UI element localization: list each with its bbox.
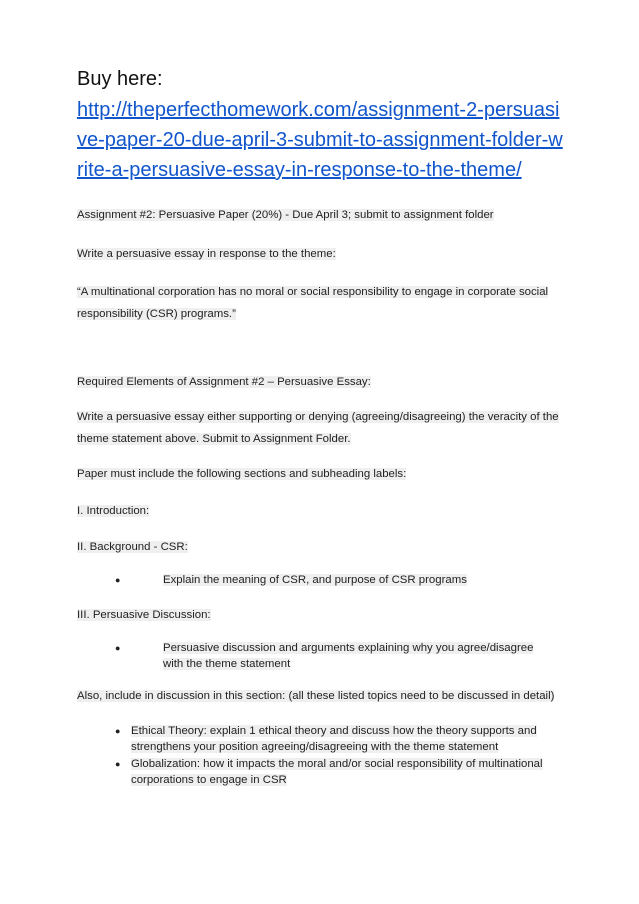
prompt-text: Write a persuasive essay in response to the theme: (77, 248, 336, 260)
theme-quote-text: “A multinational corporation has no moral or social responsibility to engage in corporate social responsibility (CSR) programs.” (77, 286, 549, 320)
list-item-text-wrap (163, 572, 555, 588)
assignment-title (77, 204, 494, 226)
list-item-text: Globalization: how it impacts the moral and/or social responsibility of multinational corporations to engage in CSR (131, 758, 543, 786)
assignment-title-text: Assignment #2: Persuasive Paper (20%) - Due April 3; submit to assignment folder (77, 209, 494, 221)
list-item (115, 640, 555, 672)
required-elements-text: Required Elements of Assignment #2 – Persuasive Essay: (77, 376, 371, 388)
list-item (115, 572, 555, 588)
buy-here-label: Buy here: (77, 68, 163, 90)
list-item-text-wrap (163, 640, 555, 672)
list-item (115, 756, 555, 788)
also-include-text: Also, include in discussion in this section: (all these listed topics need to be discussed in detail) (77, 690, 555, 702)
theme-quote (77, 281, 557, 325)
list-item-text-wrap (131, 756, 555, 788)
list-item (115, 723, 555, 755)
list-item-text-wrap (131, 723, 555, 755)
section-persuasive-discussion (77, 604, 211, 626)
sections-note-text: Paper must include the following sections and subheading labels: (77, 468, 407, 480)
bullet-icon: ● (115, 726, 121, 736)
buy-link[interactable]: http://theperfecthomework.com/assignment-2-persuasive-paper-20-due-april-3-submit-to-assignment-folder-write-a-persuasive-essay-in-response-to-the-theme/ (77, 99, 563, 181)
list-item-text: Ethical Theory: explain 1 ethical theory and discuss how the theory supports and strengthens your position agreeing/disagreeing with the theme statement (131, 725, 537, 753)
sections-note (77, 463, 406, 485)
instructions-text: Write a persuasive essay either supporting or denying (agreeing/disagreeing) the veracity of the theme statement above. Submit to Assignment Folder. (77, 411, 559, 445)
prompt-line (77, 243, 336, 265)
instructions-paragraph (77, 406, 567, 450)
list-item-text: Explain the meaning of CSR, and purpose of CSR programs (163, 574, 467, 586)
section-persuasive-text: III. Persuasive Discussion: (77, 609, 211, 621)
bullet-icon: ● (115, 759, 121, 769)
section-introduction-text: I. Introduction: (77, 505, 150, 517)
list-item-text: Persuasive discussion and arguments explaining why you agree/disagree with the theme statement (163, 642, 534, 670)
also-include-note (77, 685, 567, 707)
section-introduction (77, 500, 149, 522)
bullet-icon: ● (115, 575, 121, 585)
bullet-icon: ● (115, 643, 121, 653)
section-background-text: II. Background - CSR: (77, 541, 188, 553)
required-elements-heading (77, 371, 371, 393)
section-background (77, 536, 188, 558)
